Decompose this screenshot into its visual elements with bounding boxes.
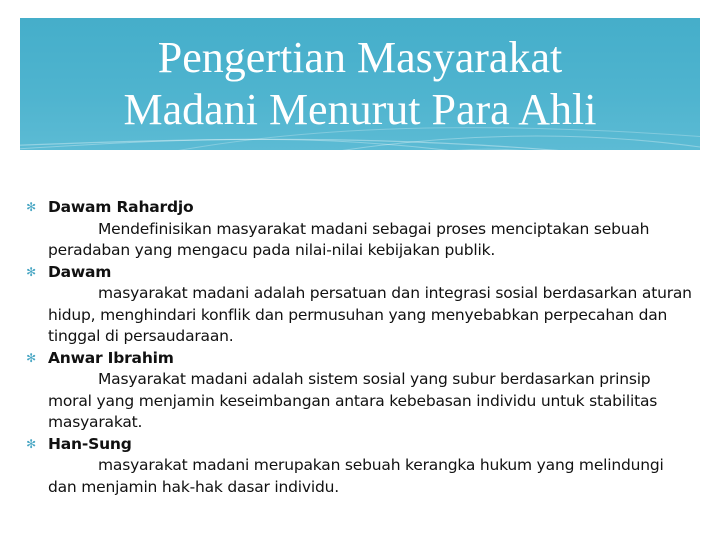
list-item	[24, 434, 696, 499]
expert-definition: masyarakat madani merupakan sebuah kerangka hukum yang melindungi dan menjamin hak-hak dasar individu.	[48, 456, 664, 496]
slide-title	[20, 32, 700, 136]
list-item	[24, 262, 696, 348]
asterisk-bullet-icon: ✻	[26, 350, 36, 365]
title-line-1: Pengertian Masyarakat	[157, 33, 563, 82]
list-item	[24, 197, 696, 262]
expert-definition: Masyarakat madani adalah sistem sosial yang subur berdasarkan prinsip moral yang menjamin keseimbangan antara kebebasan individu untuk stabilitas masyarakat.	[48, 370, 658, 431]
asterisk-bullet-icon: ✻	[26, 264, 36, 279]
title-line-2: Madani Menurut Para Ahli	[123, 85, 597, 134]
expert-name: Dawam Rahardjo	[48, 198, 194, 216]
expert-definition: Mendefinisikan masyarakat madani sebagai proses menciptakan sebuah peradaban yang mengacu pada nilai-nilai kebijakan publik.	[48, 219, 650, 259]
expert-definition: masyarakat madani adalah persatuan dan integrasi sosial berdasarkan aturan hidup, menghindari konflik dan permusuhan yang menyebabkan perpecahan dan tinggal di persaudaraan.	[48, 284, 692, 345]
expert-name: Anwar Ibrahim	[48, 348, 174, 367]
expert-name: Han-Sung	[48, 434, 132, 453]
title-banner	[20, 18, 700, 150]
content-list	[24, 197, 696, 498]
asterisk-bullet-icon: ✻	[26, 200, 36, 214]
list-item	[24, 348, 696, 434]
asterisk-bullet-icon: ✻	[26, 436, 36, 451]
expert-name: Dawam	[48, 262, 112, 281]
